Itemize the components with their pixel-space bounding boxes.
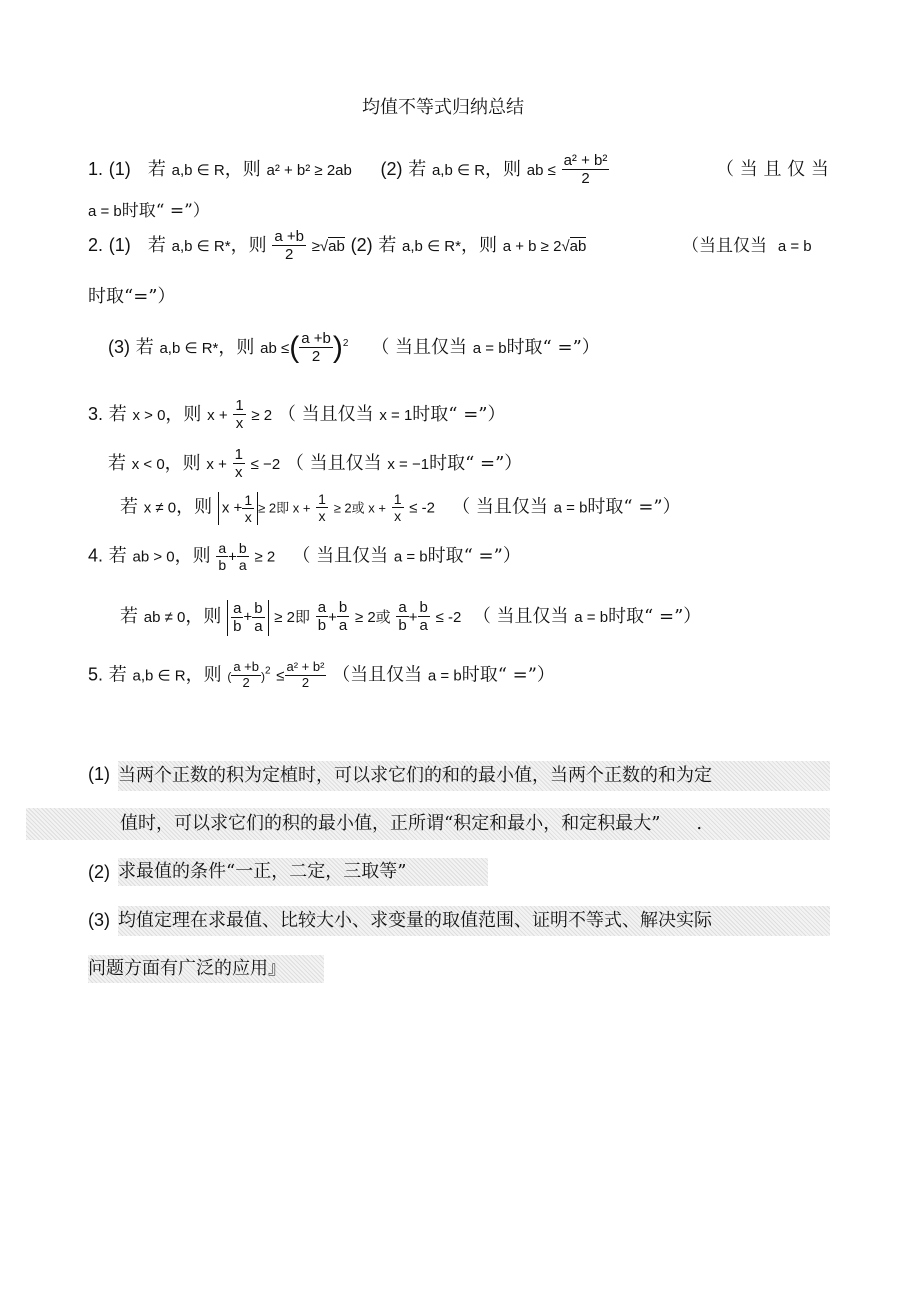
text: （ 当且仅当: [452, 496, 548, 518]
text: 时取“ =”）: [412, 403, 506, 425]
item-3c: [120, 491, 681, 525]
math: x +: [221, 499, 243, 517]
text: 若: [147, 234, 166, 256]
math: x +: [206, 455, 227, 473]
fraction: [231, 660, 261, 691]
page-title: 均值不等式归纳总结: [362, 97, 524, 118]
numerator: b: [338, 599, 348, 616]
text: ，则: [174, 545, 211, 567]
denominator: b: [233, 618, 242, 636]
note-2: 求最值的条件“一正，二定，三取等”: [118, 858, 488, 886]
denominator: 2: [311, 348, 321, 366]
denominator: b: [398, 617, 407, 635]
math: ≤ −2: [250, 455, 281, 473]
item-number: 3.: [88, 403, 104, 424]
text: 若: [108, 452, 126, 474]
math: x +: [207, 406, 228, 424]
fraction: [231, 600, 243, 636]
fraction: [216, 540, 228, 573]
paren: (: [289, 330, 300, 364]
numerator: 1: [318, 491, 326, 507]
math: ≤ -2: [409, 499, 435, 517]
item-2-3: [108, 330, 600, 366]
absolute-value: [227, 600, 268, 636]
note-period: .: [696, 813, 703, 834]
item-number: 1.: [88, 158, 104, 179]
paren: (: [227, 669, 232, 684]
paren: ): [332, 330, 343, 364]
numerator: a² + b²: [286, 659, 325, 674]
denominator: a: [254, 618, 263, 636]
note-text: 值时，可以求它们的积的最小值，正所谓“积定和最小，和定积最大”: [120, 813, 661, 834]
math: x > 0: [132, 406, 166, 424]
fraction: [337, 599, 349, 635]
text: ，则: [460, 234, 497, 256]
fraction: [242, 492, 254, 525]
denominator: 2: [581, 170, 590, 188]
text: ，则: [176, 496, 213, 518]
text: 若: [147, 158, 166, 180]
fraction: [233, 397, 245, 433]
text: （当且仅当: [332, 664, 423, 686]
text: 若: [378, 234, 397, 256]
denominator: a: [238, 557, 247, 574]
fraction: [418, 599, 430, 635]
fraction: [285, 660, 327, 691]
denominator: 2: [242, 674, 250, 690]
item-4: [88, 540, 521, 573]
fraction: [299, 330, 333, 366]
condition-2: 时取“=”）: [88, 286, 176, 307]
math: ≥ 2: [254, 548, 276, 566]
math: ≥: [311, 237, 320, 255]
math: ≥ 2: [251, 406, 273, 424]
text: （ 当且仅当: [371, 336, 468, 358]
item-number: 4.: [88, 545, 104, 566]
item-5: [88, 660, 555, 691]
math: a = b: [472, 339, 507, 357]
text: （ 当且仅当: [285, 452, 382, 474]
denominator: x: [318, 508, 326, 525]
paren: ): [260, 669, 265, 684]
fraction: [233, 446, 245, 482]
numerator: b: [419, 599, 428, 616]
part-label: (2): [380, 158, 403, 179]
math: ≥ 2即: [274, 608, 311, 626]
text: ，则: [164, 452, 201, 474]
note-2-label: (2): [88, 862, 110, 882]
sqrt-sign: √: [561, 237, 570, 255]
math: ab ≤: [526, 161, 556, 179]
math: ab ≤: [260, 339, 290, 357]
math: +: [408, 608, 418, 626]
denominator: a: [419, 617, 428, 635]
radicand: ab: [328, 237, 345, 255]
text: ，则: [185, 605, 222, 627]
part-label: (1): [108, 158, 131, 179]
text: 时取“ =”）: [587, 496, 681, 518]
note-1-line-1: 当两个正数的积为定植时，可以求它们的和的最小值，当两个正数的和为定: [118, 761, 830, 791]
text: 时取“ =”）: [121, 201, 210, 221]
math: ≥ 2或 x +: [333, 500, 386, 516]
denominator: x: [235, 415, 244, 433]
condition: （ 当 且 仅 当: [716, 159, 829, 180]
fraction: [237, 540, 249, 573]
math: x ≠ 0: [143, 499, 177, 517]
text: ，则: [485, 158, 522, 180]
text: 若: [108, 664, 127, 686]
condition: [682, 231, 812, 256]
math: a = b: [88, 203, 122, 220]
numerator: 1: [234, 446, 243, 463]
text: 时取“ =”）: [461, 664, 555, 686]
numerator: a: [233, 600, 242, 618]
math: a,b ∈ R*: [159, 339, 219, 357]
exponent: 2: [264, 665, 271, 677]
math: ab ≠ 0: [143, 608, 186, 626]
item-3b: [108, 446, 522, 482]
numerator: a: [398, 599, 407, 616]
math: a,b ∈ R: [431, 161, 486, 179]
item-number: 5.: [88, 664, 104, 685]
text: 若: [108, 545, 127, 567]
text: ，则: [230, 234, 267, 256]
numerator: a: [218, 540, 227, 556]
note-3-line-1: 均值定理在求最值、比较大小、求变量的取值范围、证明不等式、解决实际: [118, 906, 830, 936]
math: a = b: [553, 499, 588, 517]
numerator: a +b: [274, 228, 304, 245]
text: 若: [408, 158, 427, 180]
item-2: [88, 228, 586, 264]
fraction: [392, 491, 404, 524]
denominator: b: [218, 557, 227, 574]
part-label: (2): [350, 234, 373, 255]
note-1-line-2: [26, 808, 830, 840]
text: ，则: [165, 403, 202, 425]
math: a + b ≥ 2: [502, 237, 562, 255]
fraction: [272, 228, 306, 264]
math: a,b ∈ R*: [171, 237, 231, 255]
item-number: 2.: [88, 234, 104, 255]
numerator: b: [238, 540, 247, 556]
text: 时取“ =”）: [608, 605, 702, 627]
part-label: (3): [108, 336, 130, 357]
math: a = b: [427, 667, 462, 685]
text: 若: [108, 403, 127, 425]
numerator: b: [254, 600, 263, 618]
fraction: [316, 491, 328, 524]
denominator: x: [394, 508, 402, 525]
numerator: 1: [235, 397, 244, 414]
note-1-label: (1): [88, 764, 110, 784]
item-1: [88, 152, 609, 188]
text: 时取“ =”）: [427, 545, 521, 567]
denominator: x: [244, 509, 252, 526]
radicand: ab: [569, 237, 587, 255]
math: x < 0: [131, 455, 165, 473]
text: （ 当且仅当: [472, 605, 569, 627]
text: （ 当且仅当: [292, 545, 389, 567]
fraction: [316, 599, 328, 635]
text: 时取“ =”）: [429, 452, 523, 474]
numerator: a: [317, 599, 327, 616]
numerator: a² + b²: [563, 152, 608, 169]
math: a = b: [393, 548, 428, 566]
math: +: [328, 608, 337, 626]
math: +: [228, 548, 237, 566]
numerator: 1: [393, 491, 402, 507]
text: ，则: [218, 336, 255, 358]
math: ≤: [276, 667, 285, 685]
part-label: (1): [108, 234, 131, 255]
condition-2: [88, 196, 210, 221]
math: a = b: [777, 238, 812, 255]
denominator: 2: [301, 674, 310, 690]
note-3-label: (3): [88, 910, 110, 930]
numerator: a +b: [233, 659, 259, 674]
item-4b: [120, 599, 701, 636]
absolute-value: [218, 492, 258, 525]
fraction: [252, 600, 264, 636]
denominator: a: [338, 617, 348, 635]
math: ≥ 2即 x +: [258, 500, 311, 516]
math: a = b: [574, 608, 609, 626]
math: x = −1: [387, 455, 430, 473]
denominator: b: [317, 617, 327, 635]
fraction: [562, 152, 610, 188]
text: （当且仅当: [682, 236, 767, 256]
text: ，则: [185, 664, 222, 686]
math: a² + b² ≥ 2ab: [266, 161, 352, 179]
fraction: [396, 599, 408, 635]
text: （ 当且仅当: [277, 403, 374, 425]
text: 若: [120, 496, 138, 518]
denominator: 2: [284, 246, 294, 264]
numerator: 1: [244, 492, 253, 509]
text: 若: [120, 605, 138, 627]
math: ab > 0: [132, 548, 175, 566]
sqrt-sign: √: [319, 237, 329, 255]
math: ≥ 2或: [354, 608, 391, 626]
note-3-line-2: 问题方面有广泛的应用』: [88, 955, 324, 983]
math: a,b ∈ R: [171, 161, 225, 179]
text: ，则: [224, 158, 261, 180]
math: x = 1: [379, 406, 413, 424]
exponent: 2: [342, 337, 349, 349]
math: a,b ∈ R*: [402, 237, 461, 255]
math: ≤ -2: [435, 608, 462, 626]
item-3: [88, 397, 506, 433]
text: 时取“ =”）: [506, 336, 600, 358]
numerator: a +b: [301, 330, 331, 347]
text: 若: [135, 336, 154, 358]
math: a,b ∈ R: [132, 667, 186, 685]
denominator: x: [235, 464, 243, 482]
math: +: [243, 608, 253, 626]
